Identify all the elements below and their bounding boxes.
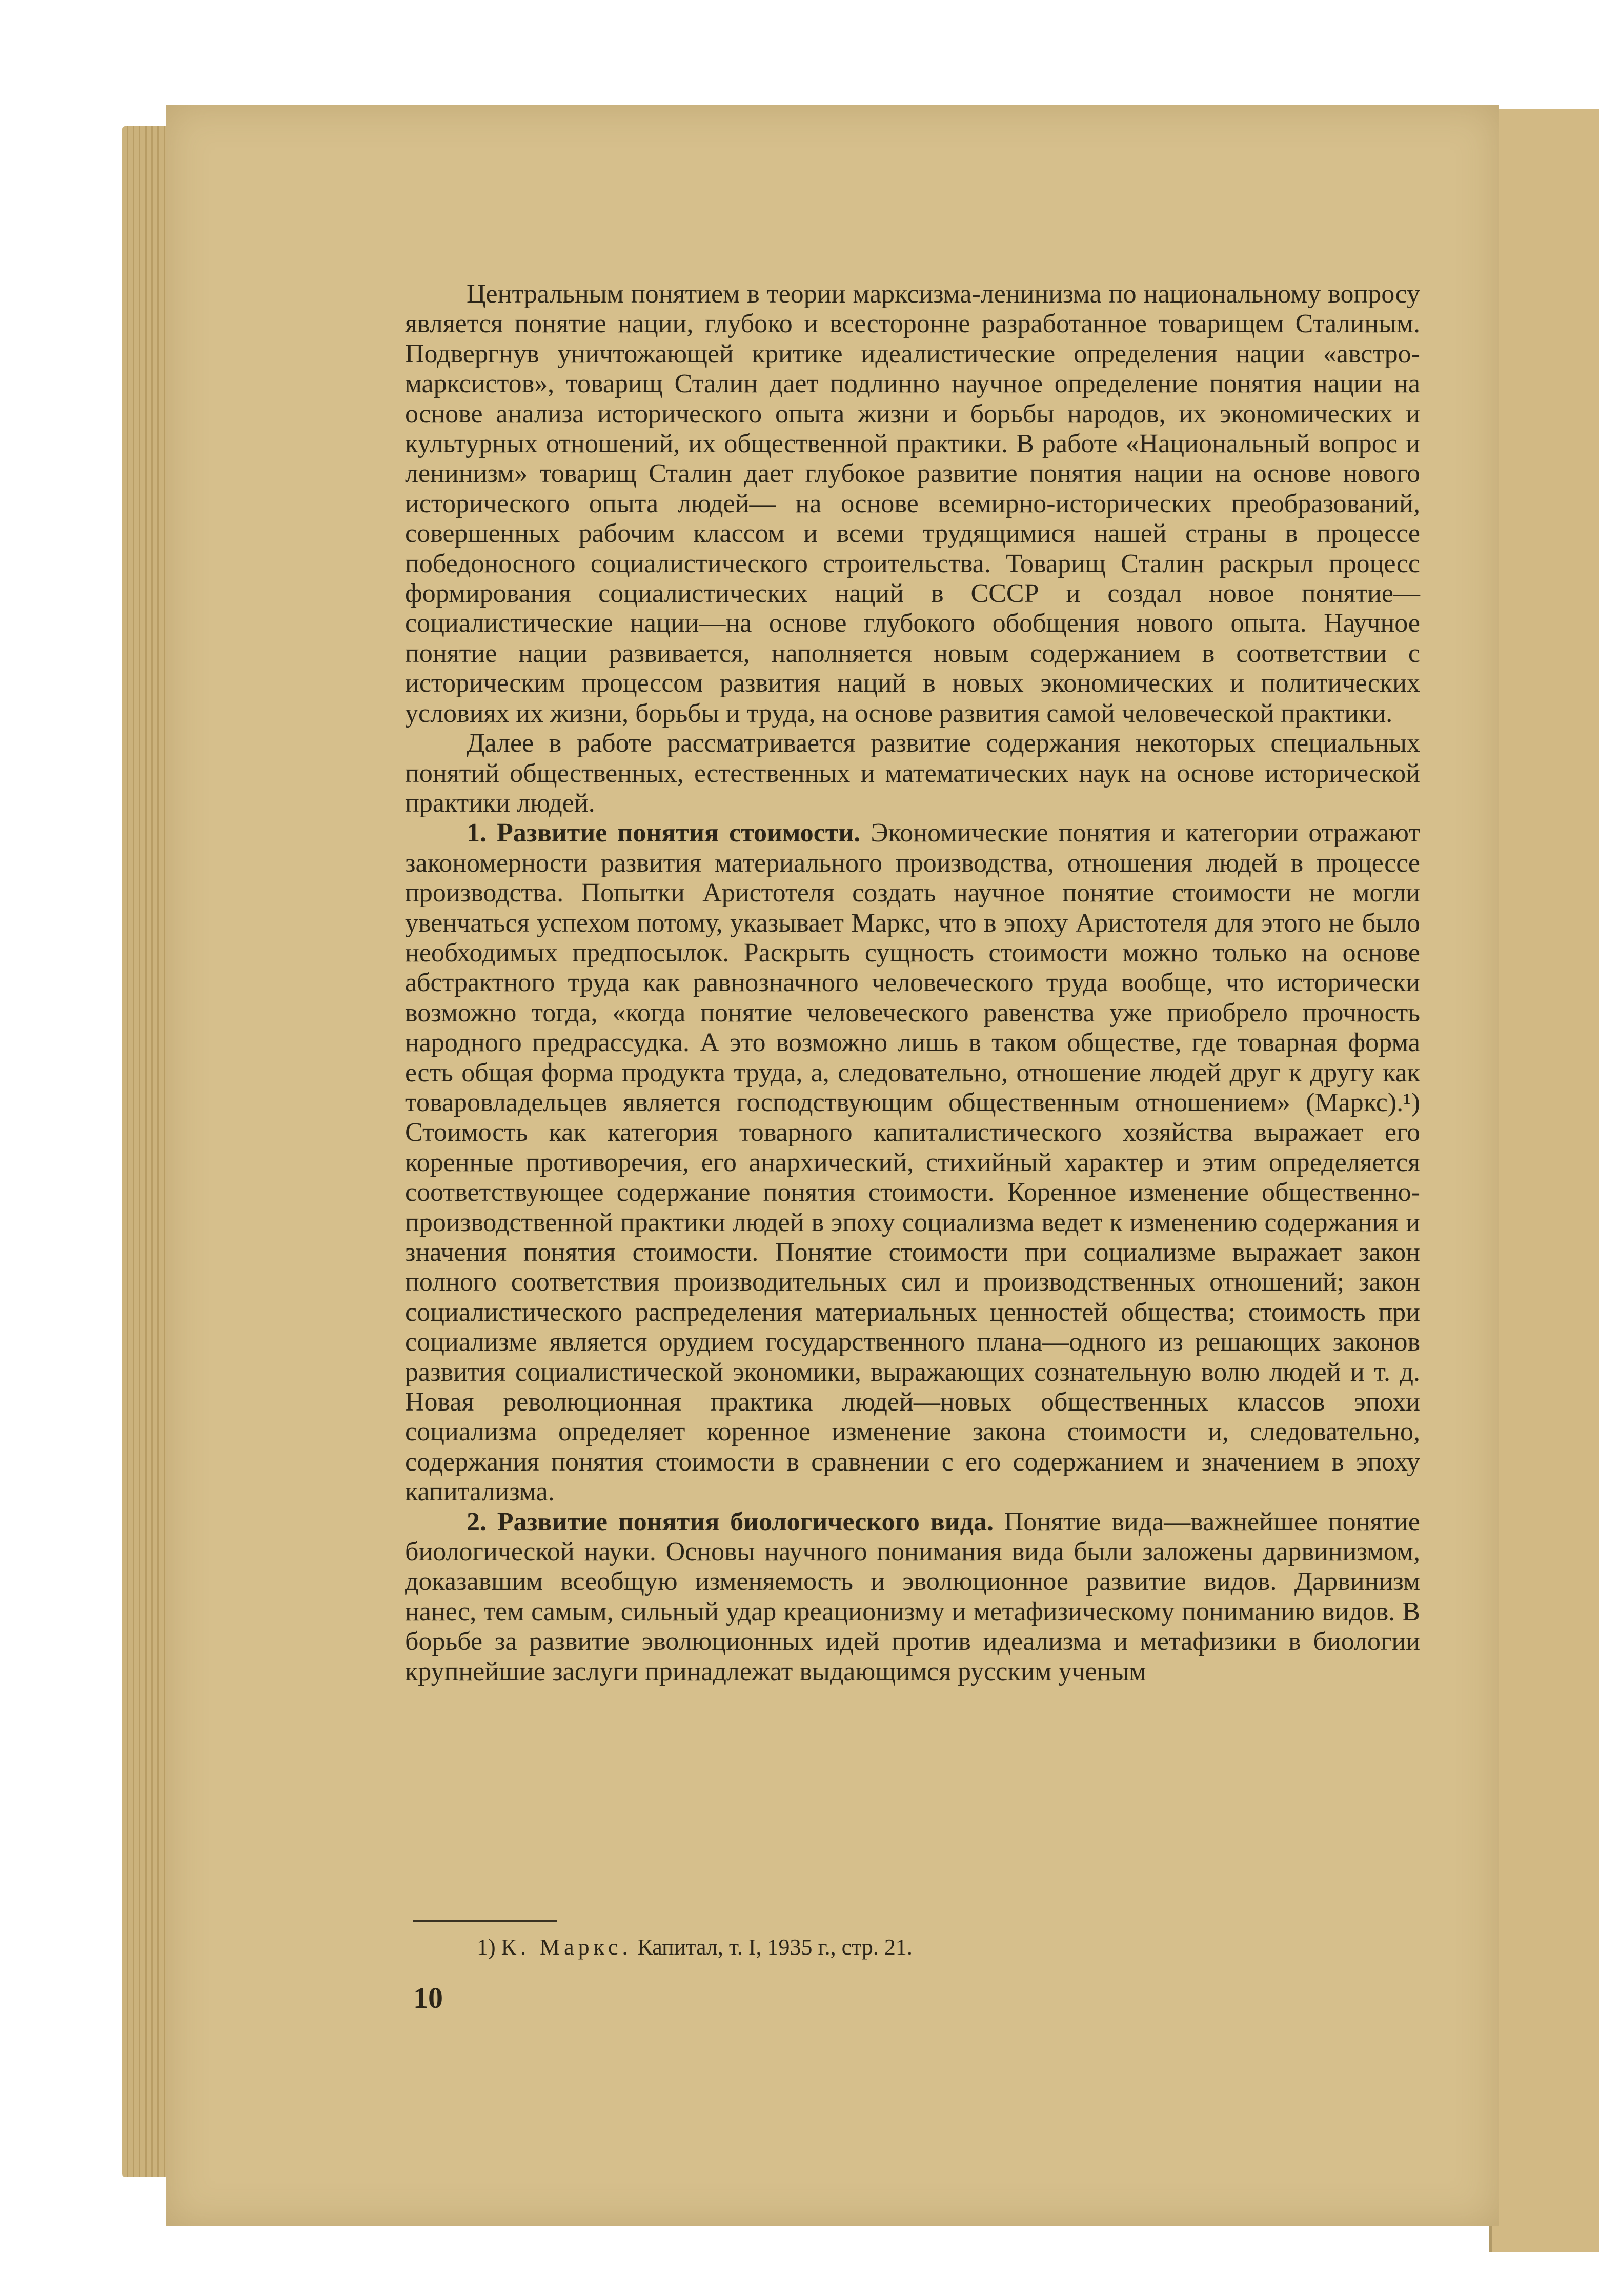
footnote-divider <box>413 1920 557 1922</box>
paragraph-4-text: Понятие вида—важнейшее понятие биологической науки. Основы научного понимания вида были заложены дарвинизмом, доказавшим всеобщую изменяемость и эволюционное развитие видов. Дарвинизм нанес, тем самым, сильный удар креационизму и метафизическому пониманию видов. В борьбе за развитие эволюционных идей против идеализма и метафизики в биологии крупнейшие заслуги принадлежат выдающимся русским ученым <box>405 1507 1420 1686</box>
paragraph-1 <box>405 279 1420 729</box>
paragraph-3 <box>405 818 1420 1507</box>
paragraph-2-text: Далее в работе рассматривается развитие содержания некоторых специальных понятий общественных, естественных и математических наук на основе исторической практики людей. <box>405 729 1420 818</box>
paragraph-4-heading: 2. Развитие понятия биологического вида. <box>467 1507 994 1537</box>
paragraph-2 <box>405 729 1420 818</box>
paragraph-3-text: Экономические понятия и категории отражают закономерности развития материального производства, отношения людей в процессе производства. Попытки Аристотеля создать научное понятие стоимости не могли увенчаться успехом потому, указывает Маркс, что в эпоху Аристотеля для этого не было необходимых предпосылок. Раскрыть сущность стоимости можно только на основе абстрактного труда как равнозначного человеческого труда вообще, что исторически возможно тогда, «когда понятие человеческого равенства уже приобрело прочность народного предрассудка. А это возможно лишь в таком обществе, где товарная форма есть общая форма продукта труда, а, следовательно, отношение людей друг к другу как товаровладельцев является господствующим общественным отношением» (Маркс).¹) Стоимость как категория товарного капиталистического хозяйства выражает его коренные противоречия, его анархический, стихийный характер и этим определяется соответствующее содержание понятия стоимости. Коренное изменение общественно-производственной практики людей в эпоху социализма ведет к изменению содержания и значения понятия стоимости. Понятие стоимости при социализме выражает закон полного соответствия производительных сил и производственных отношений; закон социалистического распределения материальных ценностей общества; стоимость при социализме является орудием государственного плана—одного из решающих законов развития социалистической экономики, выражающих сознательную волю людей и т. д. Новая революционная практика людей—новых общественных классов эпохи социализма определяет коренное изменение закона стоимости и, следовательно, содержания понятия стоимости в сравнении с его содержанием и значением в эпоху капитализма. <box>405 818 1420 1507</box>
paragraph-4 <box>405 1507 1420 1687</box>
paragraph-1-text: Центральным понятием в теории марксизма-ленинизма по национальному вопросу является понятие нации, глубоко и всесторонне разработанное товарищем Сталиным. Подвергнув уничтожающей критике идеалистические определения нации «австро-марксистов», товарищ Сталин дает подлинно научное определение понятия нации на основе анализа исторического опыта жизни и борьбы народов, их экономических и культурных отношений, их общественной практики. В работе «Национальный вопрос и ленинизм» товарищ Сталин дает глубокое развитие понятия нации на основе нового исторического опыта людей— на основе всемирно-исторических преобразований, совершенных рабочим классом и всеми трудящимися нашей страны в процессе победоносного социалистического строительства. Товарищ Сталин раскрыл процесс формирования социалистических наций в СССР и создал новое понятие—социалистические нации—на основе глубокого обобщения нового опыта. Научное понятие нации развивается, наполняется новым содержанием в соответствии с историческим процессом развития наций в новых экономических и политических условиях их жизни, борьбы и труда, на основе развития самой человеческой практики. <box>405 279 1420 728</box>
body-text <box>405 279 1420 1687</box>
footnote-marker: 1) <box>477 1935 496 1960</box>
footnote-author: К. Маркс. <box>501 1935 632 1960</box>
footnote <box>477 1934 913 1960</box>
page-number: 10 <box>413 1981 443 2015</box>
paragraph-3-heading: 1. Развитие понятия стоимости. <box>467 818 861 848</box>
facing-page-edge <box>1489 109 1599 2252</box>
footnote-source: Капитал, т. I, 1935 г., стр. 21. <box>637 1935 913 1960</box>
